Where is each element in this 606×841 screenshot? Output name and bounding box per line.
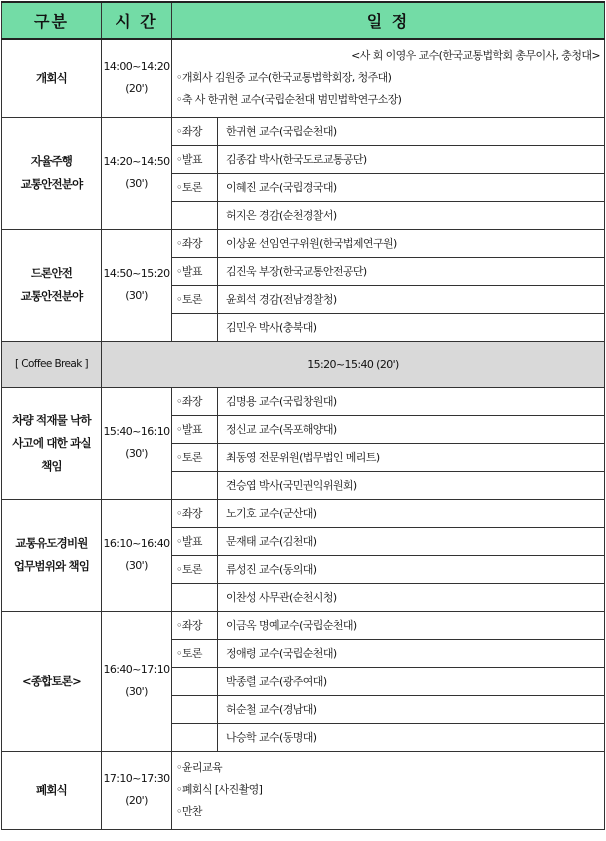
header-time: 시 간 [102,2,172,39]
s2-duration: (30') [125,289,148,302]
closing-details [172,751,605,829]
coffee-break-time: 15:20~15:40 (20') [102,341,605,387]
closing-time-cell [102,751,172,829]
closing-time: 17:10~17:30 [103,772,170,785]
opening-time-cell [102,39,172,117]
s3-role-4 [172,471,218,499]
s5-label: <종합토론> [2,611,102,751]
s5-name-3: 박종렬 교수(광주여대) [218,667,605,695]
s1-role-3: ◦토론 [172,173,218,201]
s4-label [2,499,102,611]
s4-time: 16:10~16:40 [103,537,170,550]
header-category: 구분 [2,2,102,39]
s4-name-4: 이찬성 사무관(순천시청) [218,583,605,611]
s3-name-4: 견승엽 박사(국민권익위원회) [218,471,605,499]
s4-duration: (30') [125,559,148,572]
closing-line-2: ◦폐회식 [사진촬영] [176,783,263,796]
s1-name-4: 허지은 경감(순천경찰서) [218,201,605,229]
s5-role-1: ◦좌장 [172,611,218,639]
s4-label-line-1: 교통유도경비원 [15,536,88,550]
s1-label [2,117,102,229]
s2-label-line-1: 드론안전 [30,266,73,280]
schedule-table [1,1,605,830]
s4-time-cell [102,499,172,611]
s5-role-3 [172,667,218,695]
s1-role-2: ◦발표 [172,145,218,173]
s5-role-5 [172,723,218,751]
closing-label: 폐회식 [2,751,102,829]
s2-label-line-2: 교통안전분야 [20,289,83,303]
s4-role-3: ◦토론 [172,555,218,583]
s2-role-1: ◦좌장 [172,229,218,257]
s2-row-1 [2,229,605,257]
s3-role-1: ◦좌장 [172,387,218,415]
opening-line-2: ◦축 사 한귀현 교수(국립순천대 범민법학연구소장) [176,93,402,107]
s1-name-3: 이혜진 교수(국립경국대) [218,173,605,201]
s4-label-line-2: 업무범위와 책임 [13,559,90,573]
s5-name-1: 이금옥 명예교수(국립순천대) [218,611,605,639]
s2-name-4: 김민우 박사(충북대) [218,313,605,341]
s1-role-1: ◦좌장 [172,117,218,145]
opening-time: 14:00~14:20 [103,60,170,74]
s2-time-cell [102,229,172,341]
s3-name-1: 김명용 교수(국립창원대) [218,387,605,415]
s5-row-1 [2,611,605,639]
s2-name-2: 김진욱 부장(한국교통안전공단) [218,257,605,285]
s3-time: 15:40~16:10 [103,425,170,438]
s1-name-1: 한귀현 교수(국립순천대) [218,117,605,145]
s1-name-2: 김종갑 박사(한국도로교통공단) [218,145,605,173]
s1-role-4 [172,201,218,229]
closing-row [2,751,605,829]
coffee-break-row [2,341,605,387]
closing-duration: (20') [125,794,148,807]
s5-role-2: ◦토론 [172,639,218,667]
s1-label-line-2: 교통안전분야 [20,177,83,191]
s4-role-1: ◦좌장 [172,499,218,527]
s1-time: 14:20~14:50 [103,155,170,168]
s2-role-3: ◦토론 [172,285,218,313]
s3-row-1 [2,387,605,415]
s5-time: 16:40~17:10 [103,663,170,676]
header-schedule: 일 정 [172,2,605,39]
opening-label: 개회식 [2,39,102,117]
s5-name-4: 허순철 교수(경남대) [218,695,605,723]
coffee-break-label: [ Coffee Break ] [2,341,102,387]
s5-name-5: 나승학 교수(동명대) [218,723,605,751]
s3-name-2: 정신교 교수(목포해양대) [218,415,605,443]
opening-line-1: ◦개회사 김원중 교수(한국교통법학회장, 청주대) [176,71,392,85]
s2-label [2,229,102,341]
s3-role-3: ◦토론 [172,443,218,471]
s3-label-line-3: 책임 [41,458,62,473]
s4-role-2: ◦발표 [172,527,218,555]
s5-name-2: 정애령 교수(국립순천대) [218,639,605,667]
opening-row [2,39,605,117]
s3-label [2,387,102,499]
s3-label-line-2: 사고에 대한 과실 [12,435,91,450]
s2-name-1: 이상윤 선임연구위원(한국법제연구원) [218,229,605,257]
s1-label-line-1: 자율주행 [30,154,73,168]
s3-time-cell [102,387,172,499]
opening-details [172,39,605,117]
s2-time: 14:50~15:20 [103,267,170,280]
s3-role-2: ◦발표 [172,415,218,443]
header-row [2,2,605,39]
s1-row-1 [2,117,605,145]
opening-emcee: <사 회 이영우 교수(한국교통법학회 총무이사, 충청대> [351,49,601,63]
s4-name-3: 류성진 교수(동의대) [218,555,605,583]
s2-name-3: 윤희석 경감(전남경찰청) [218,285,605,313]
s1-duration: (30') [125,177,148,190]
s1-time-cell [102,117,172,229]
s2-role-2: ◦발표 [172,257,218,285]
s3-name-3: 최동영 전문위원(법무법인 메리트) [218,443,605,471]
s5-duration: (30') [125,685,148,698]
closing-line-3: ◦만찬 [176,805,202,818]
s2-role-4 [172,313,218,341]
closing-line-1: ◦윤리교육 [176,761,222,774]
s3-label-line-1: 차량 적재물 낙하 [12,412,91,427]
s4-row-1 [2,499,605,527]
s4-role-4 [172,583,218,611]
s3-duration: (30') [125,447,148,460]
s4-name-1: 노기호 교수(군산대) [218,499,605,527]
s5-time-cell [102,611,172,751]
opening-duration: (20') [125,82,148,96]
s4-name-2: 문재태 교수(김천대) [218,527,605,555]
s5-role-4 [172,695,218,723]
